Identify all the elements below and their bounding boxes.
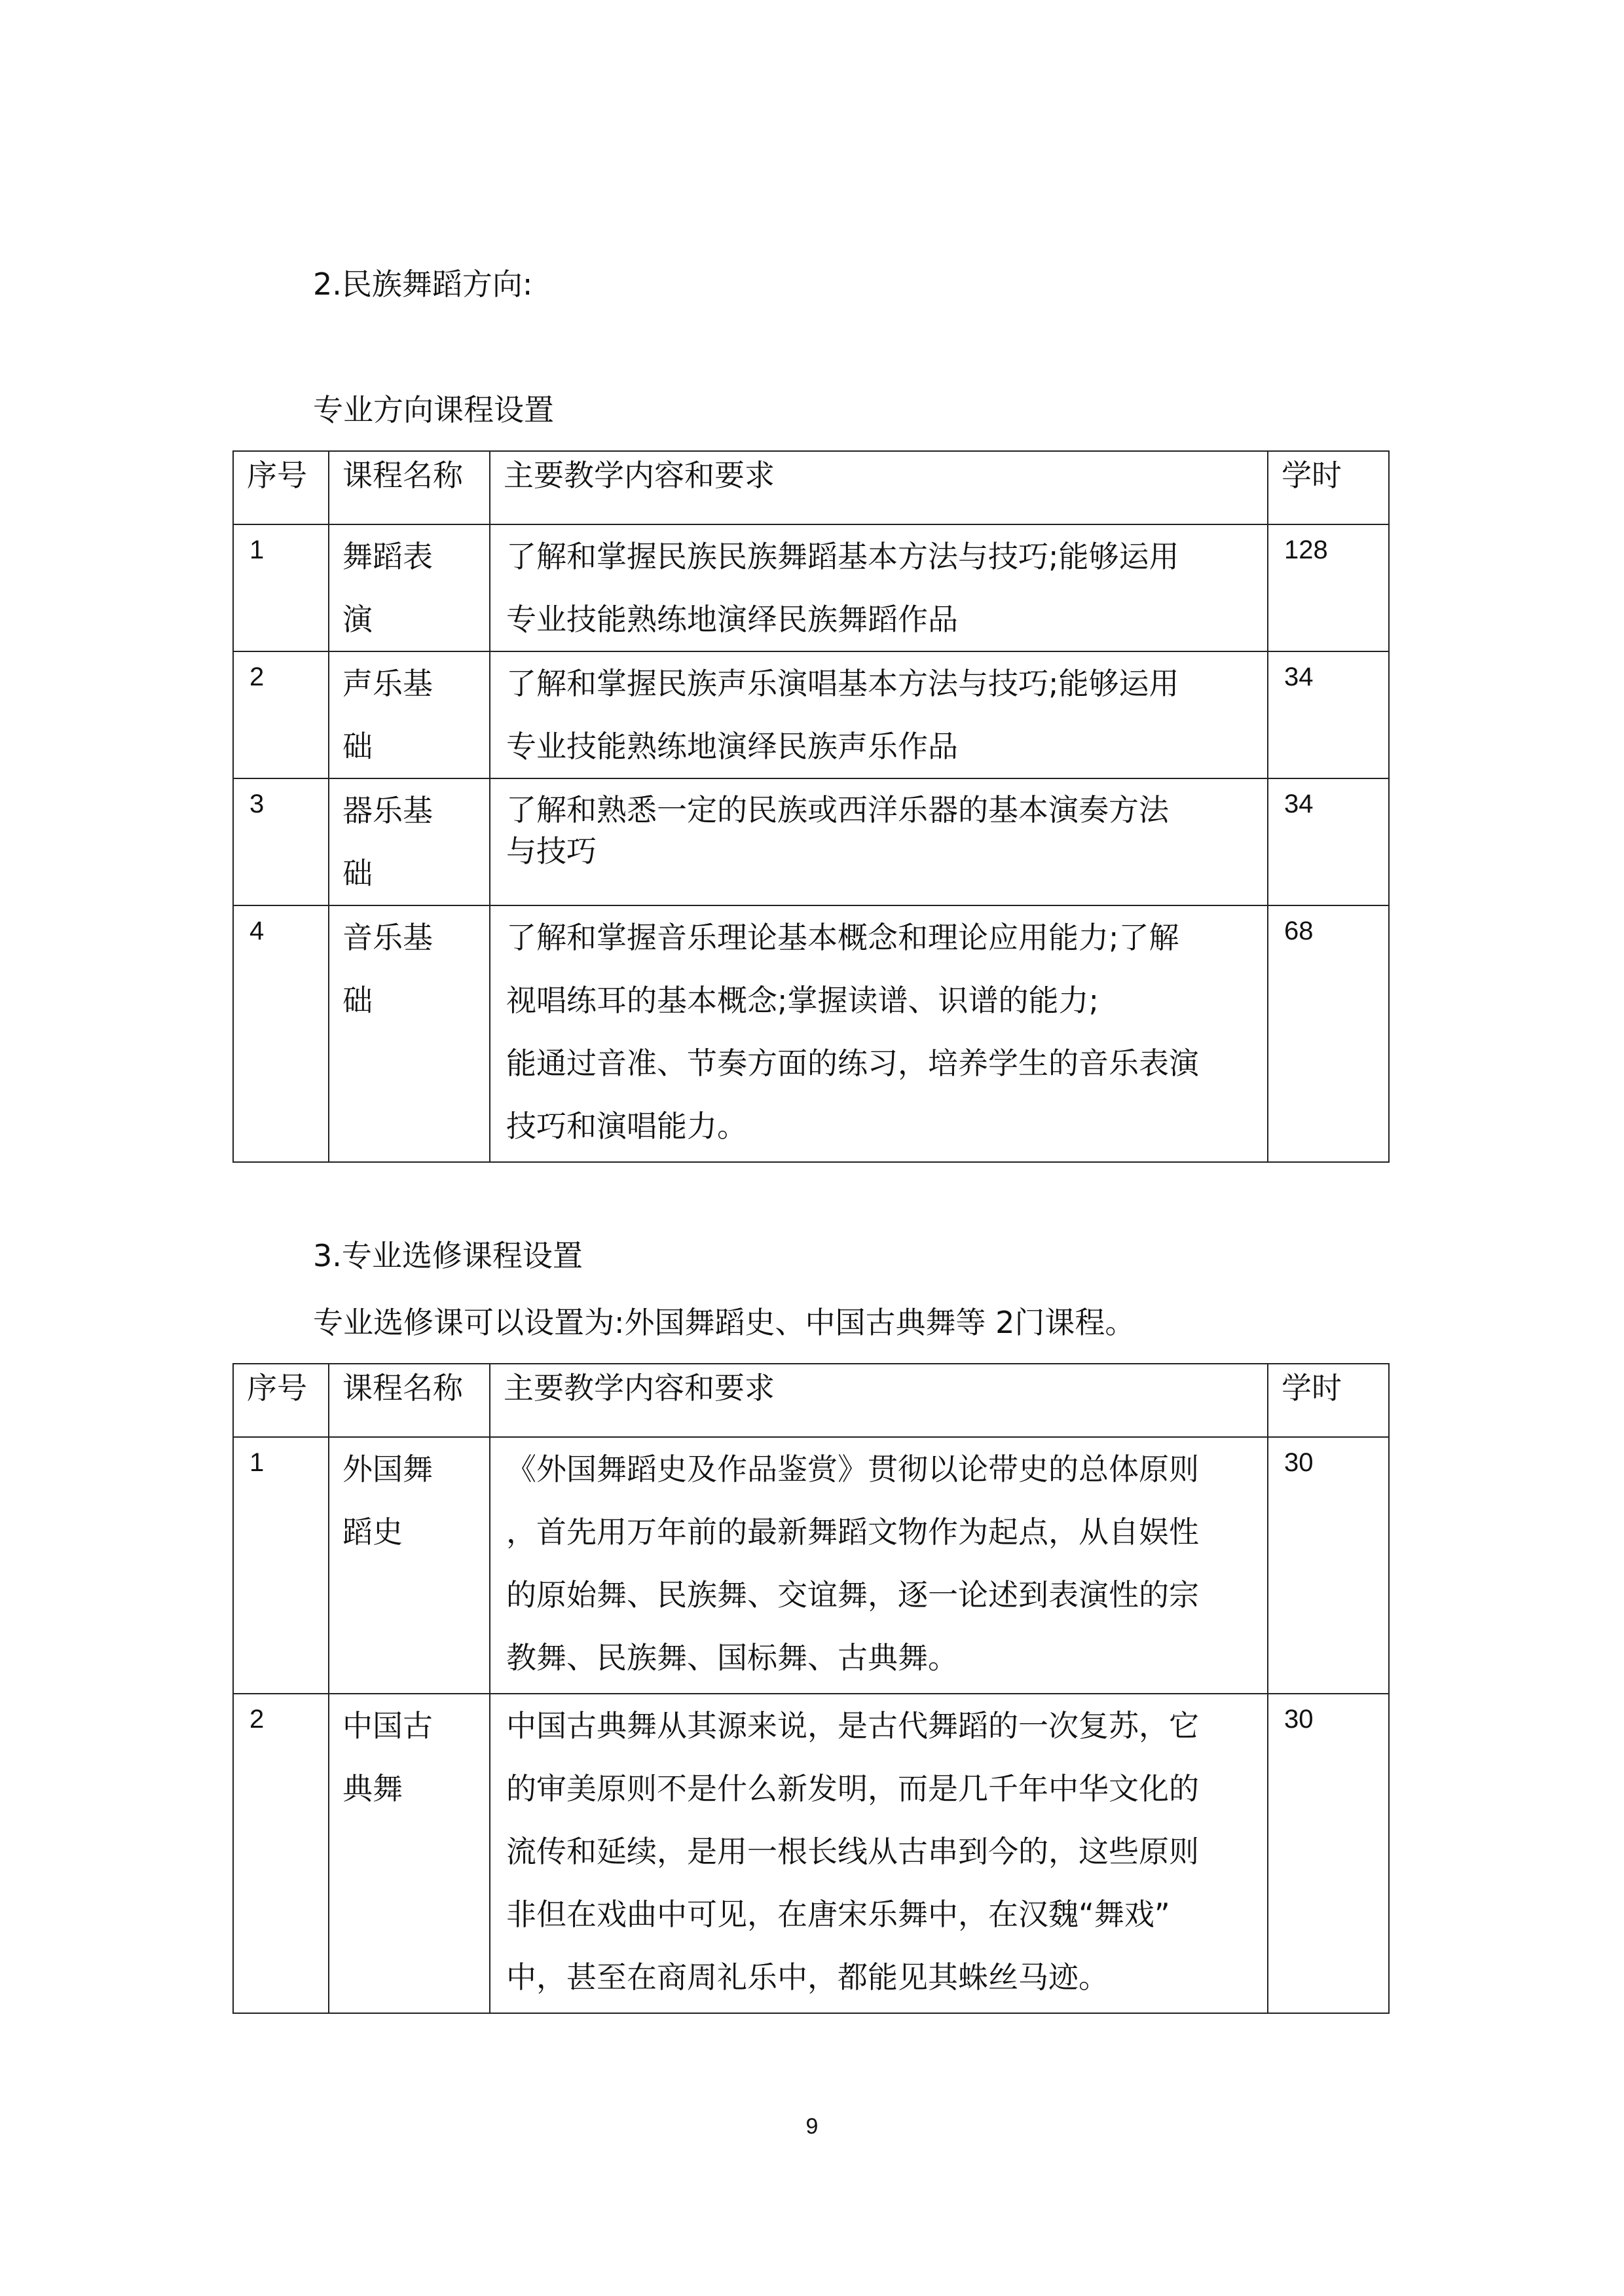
content-line: 教舞、民族舞、国标舞、古典舞。 bbox=[506, 1640, 958, 1675]
row-content bbox=[490, 524, 1268, 651]
elective-description: 专业选修课可以设置为:外国舞蹈史、中国古典舞等 2门课程。 bbox=[313, 1305, 1135, 1340]
row-index: 1 bbox=[233, 524, 329, 651]
header-hours: 学时 bbox=[1268, 451, 1389, 524]
row-content bbox=[490, 905, 1268, 1162]
table-row bbox=[233, 651, 1389, 778]
row-course-name bbox=[329, 1694, 490, 2013]
row-course-name bbox=[329, 778, 490, 905]
row-course-name bbox=[329, 1437, 490, 1694]
content-line: 专业技能熟练地演绎民族声乐作品 bbox=[506, 729, 958, 764]
course-name-line: 础 bbox=[342, 856, 373, 891]
row-index: 3 bbox=[233, 778, 329, 905]
content-line: 与技巧 bbox=[506, 833, 597, 869]
content-line: 的审美原则不是什么新发明，而是几千年中华文化的 bbox=[506, 1771, 1199, 1806]
row-index: 4 bbox=[233, 905, 329, 1162]
content-line: 流传和延续，是用一根长线从古串到今的，这些原则 bbox=[506, 1834, 1199, 1869]
row-content bbox=[490, 1437, 1268, 1694]
content-line: 能通过音准、节奏方面的练习，培养学生的音乐表演 bbox=[506, 1046, 1199, 1081]
content-line: 技巧和演唱能力。 bbox=[506, 1108, 747, 1144]
header-index: 序号 bbox=[233, 451, 329, 524]
row-index: 1 bbox=[233, 1437, 329, 1694]
row-course-name bbox=[329, 524, 490, 651]
content-line: 了解和熟悉一定的民族或西洋乐器的基本演奏方法 bbox=[506, 792, 1169, 828]
row-course-name bbox=[329, 905, 490, 1162]
section-title-direction: 2.民族舞蹈方向: bbox=[313, 266, 533, 302]
content-line: 视唱练耳的基本概念;掌握读谱、识谱的能力; bbox=[506, 983, 1099, 1018]
direction-course-table bbox=[232, 450, 1390, 1163]
course-name-line: 蹈史 bbox=[342, 1514, 403, 1550]
row-content bbox=[490, 651, 1268, 778]
course-name-line: 外国舞 bbox=[342, 1451, 433, 1487]
header-course-name: 课程名称 bbox=[329, 451, 490, 524]
content-line: 《外国舞蹈史及作品鉴赏》贯彻以论带史的总体原则 bbox=[506, 1451, 1199, 1487]
row-hours: 30 bbox=[1268, 1694, 1389, 2013]
course-name-line: 声乐基 bbox=[342, 666, 433, 701]
row-hours: 68 bbox=[1268, 905, 1389, 1162]
course-name-line: 演 bbox=[342, 602, 373, 637]
course-name-line: 音乐基 bbox=[342, 920, 433, 955]
course-name-line: 础 bbox=[342, 983, 373, 1018]
row-hours: 34 bbox=[1268, 778, 1389, 905]
row-content bbox=[490, 778, 1268, 905]
course-name-line: 础 bbox=[342, 729, 373, 764]
content-line: 了解和掌握民族民族舞蹈基本方法与技巧;能够运用 bbox=[506, 539, 1179, 574]
section-title-elective: 3.专业选修课程设置 bbox=[313, 1238, 583, 1273]
row-course-name bbox=[329, 651, 490, 778]
header-hours: 学时 bbox=[1268, 1364, 1389, 1437]
content-line: 中，甚至在商周礼乐中，都能见其蛛丝马迹。 bbox=[506, 1959, 1109, 1995]
course-name-line: 舞蹈表 bbox=[342, 539, 433, 574]
content-line: 的原始舞、民族舞、交谊舞，逐一论述到表演性的宗 bbox=[506, 1577, 1199, 1613]
row-index: 2 bbox=[233, 651, 329, 778]
table-row bbox=[233, 524, 1389, 651]
content-line: ，首先用万年前的最新舞蹈文物作为起点，从自娱性 bbox=[506, 1514, 1199, 1550]
table-row bbox=[233, 1694, 1389, 2013]
table-header-row bbox=[233, 451, 1389, 524]
page-number: 9 bbox=[805, 2114, 819, 2139]
table-caption-direction: 专业方向课程设置 bbox=[313, 392, 554, 428]
content-line: 了解和掌握民族声乐演唱基本方法与技巧;能够运用 bbox=[506, 666, 1179, 701]
row-hours: 30 bbox=[1268, 1437, 1389, 1694]
table-row bbox=[233, 905, 1389, 1162]
content-line: 专业技能熟练地演绎民族舞蹈作品 bbox=[506, 602, 958, 637]
course-name-line: 典舞 bbox=[342, 1771, 403, 1806]
table-row bbox=[233, 1437, 1389, 1694]
elective-course-table bbox=[232, 1363, 1390, 2014]
header-course-name: 课程名称 bbox=[329, 1364, 490, 1437]
header-index: 序号 bbox=[233, 1364, 329, 1437]
table-header-row bbox=[233, 1364, 1389, 1437]
row-content bbox=[490, 1694, 1268, 2013]
content-line: 中国古典舞从其源来说，是古代舞蹈的一次复苏，它 bbox=[506, 1708, 1199, 1743]
course-name-line: 器乐基 bbox=[342, 793, 433, 828]
row-hours: 34 bbox=[1268, 651, 1389, 778]
course-name-line: 中国古 bbox=[342, 1708, 433, 1743]
content-line: 非但在戏曲中可见，在唐宋乐舞中，在汉魏“舞戏” bbox=[506, 1897, 1170, 1932]
header-content: 主要教学内容和要求 bbox=[490, 1364, 1268, 1437]
content-line: 了解和掌握音乐理论基本概念和理论应用能力;了解 bbox=[506, 920, 1179, 955]
row-hours: 128 bbox=[1268, 524, 1389, 651]
header-content: 主要教学内容和要求 bbox=[490, 451, 1268, 524]
table-row bbox=[233, 778, 1389, 905]
row-index: 2 bbox=[233, 1694, 329, 2013]
